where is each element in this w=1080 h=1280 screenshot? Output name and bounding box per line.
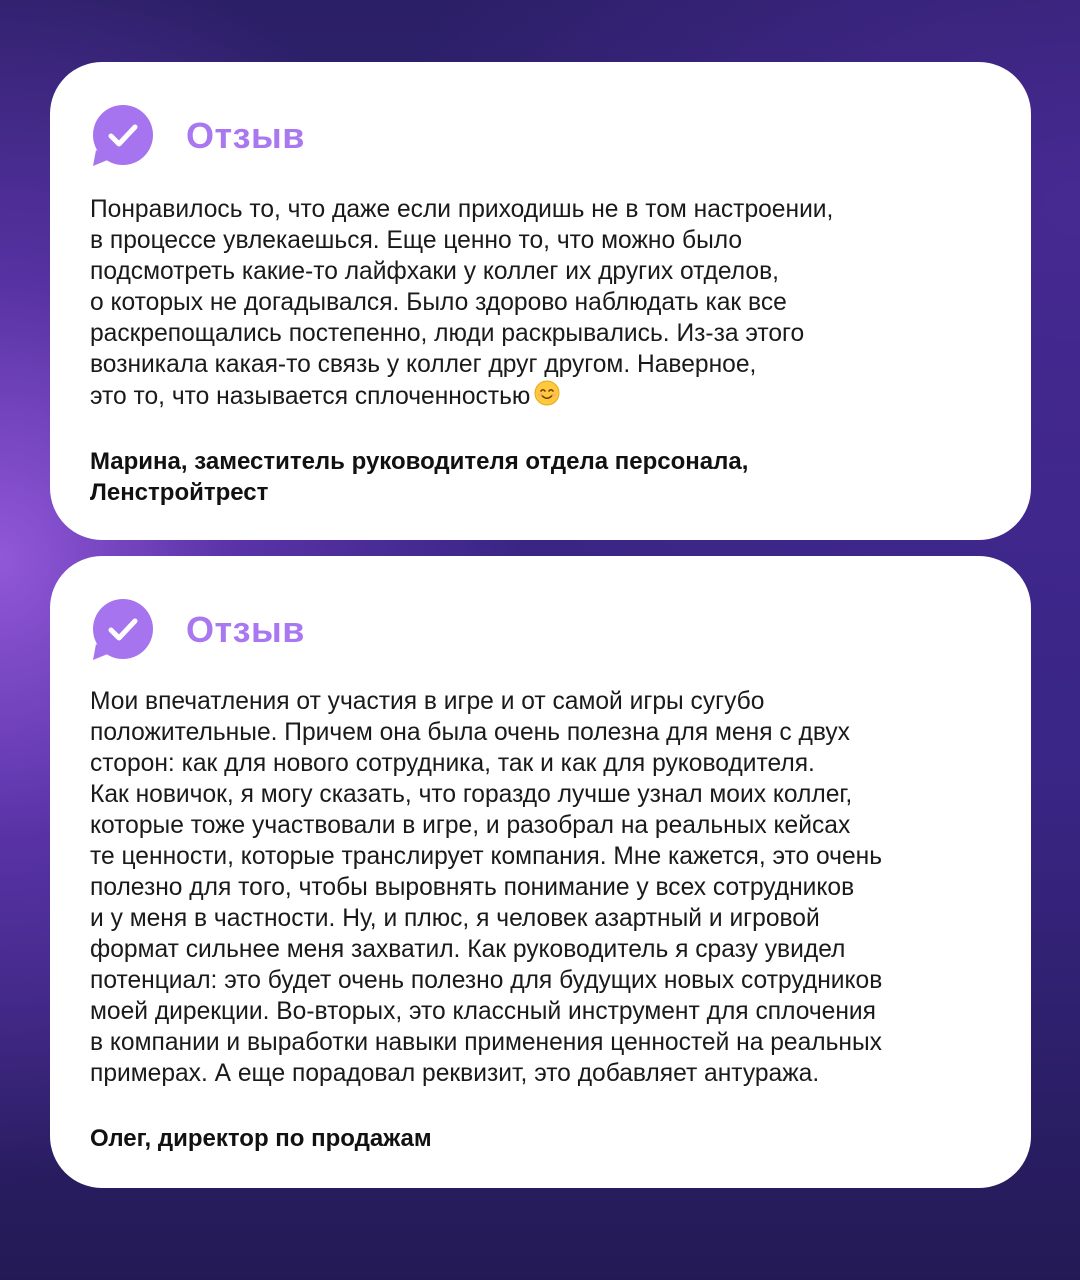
chat-check-icon xyxy=(92,598,154,662)
review-text xyxy=(90,194,991,412)
review-title: Отзыв xyxy=(186,609,305,650)
review-card xyxy=(50,62,1031,540)
review-header xyxy=(92,598,305,662)
review-text-content: Понравилось то, что даже если приходишь не в том настроении, в процессе увлекаешься. Еще ценно то, что можно было подсмотреть какие-то лайфхаки у коллег их других отделов, о которых не догадывался. Было здорово наблюдать как все раскрепощались постепенно, люди раскрывались. Из-за этого возникала какая-то связь у коллег друг другом. Наверное, это то, что называется сплоченностью xyxy=(90,196,834,410)
review-author: Марина, заместитель руководителя отдела персонала, Ленстройтрест xyxy=(90,448,749,506)
review-text: Мои впечатления от участия в игре и от самой игры сугубо положительные. Причем она была очень полезна для меня с двух сторон: как для нового сотрудника, так и как для руководителя. Как новичок, я могу сказать, что гораздо лучше узнал моих коллег, которые тоже участвовали в игре, и разобрал на реальных кейсах те ценности, которые транслирует компания. Мне кажется, это очень полезно для того, чтобы выровнять понимание у всех сотрудников и у меня в частности. Ну, и плюс, я человек азартный и игровой формат сильнее меня захватил. Как руководитель я сразу увидел потенциал: это будет очень полезно для будущих новых сотрудников моей дирекции. Во-вторых, это классный инструмент для сплочения в компании и выработки навыки применения ценностей на реальных примерах. А еще порадовал реквизит, это добавляет антуража. xyxy=(90,688,883,1087)
review-header xyxy=(92,104,305,168)
review-author: Олег, директор по продажам xyxy=(90,1125,432,1152)
review-title: Отзыв xyxy=(186,115,305,156)
smiling-face-emoji xyxy=(534,380,560,406)
chat-check-icon xyxy=(92,104,154,168)
review-card xyxy=(50,556,1031,1188)
